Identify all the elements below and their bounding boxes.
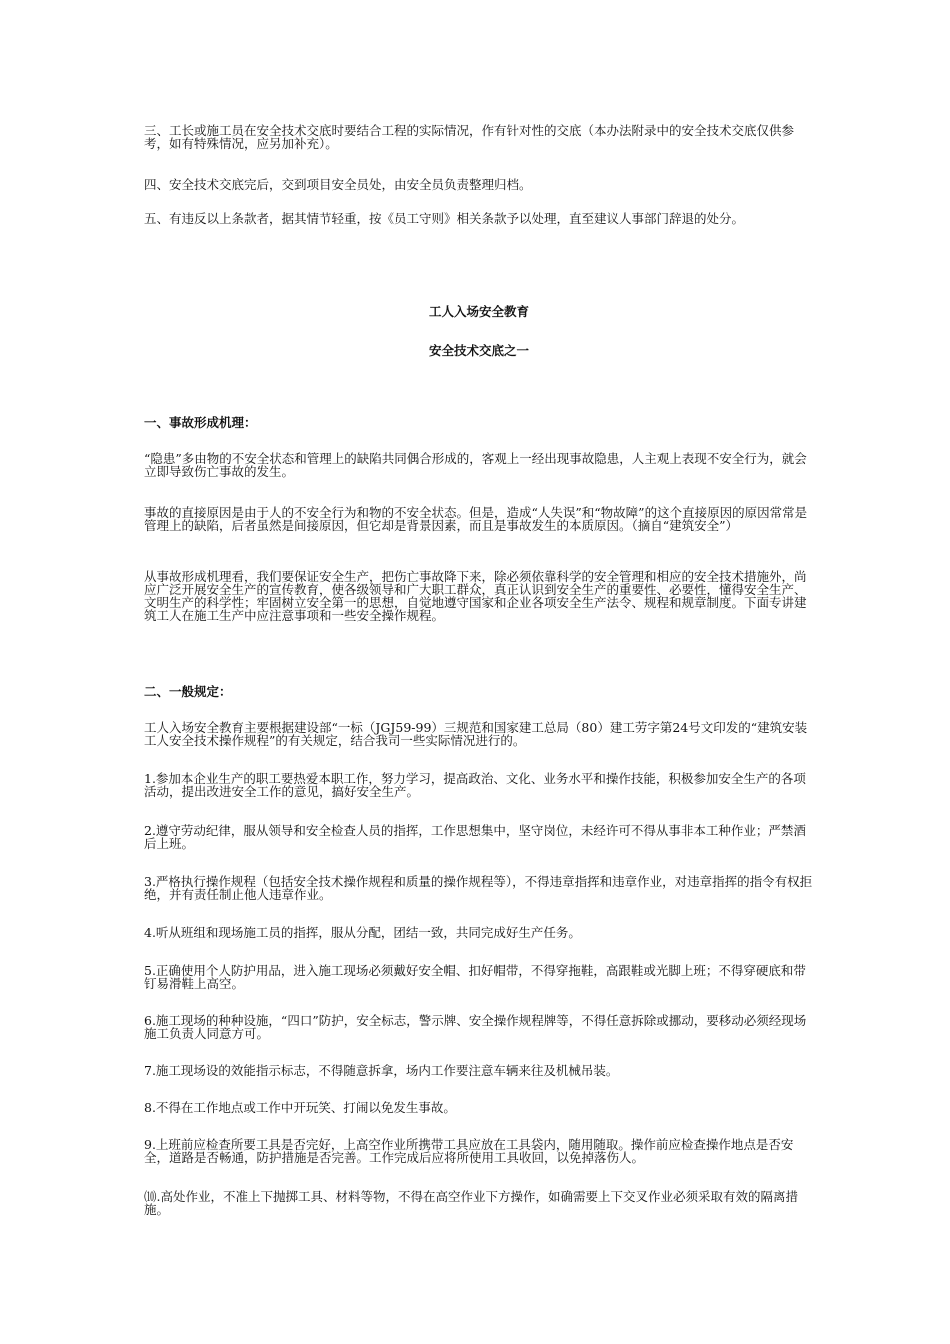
rule-item: 3.严格执行操作规程（包括安全技术操作规程和质量的操作规程等），不得违章指挥和违章作业，对违章指挥的指令有权拒绝，并有责任制止他人违章作业。 [144,874,813,902]
document-title: 工人入场安全教育 [428,304,529,319]
section2-intro: 工人入场安全教育主要根据建设部“一标（JGJ59-99）三规范和国家建工总局（80）建工劳字第24号文印发的“建筑安装工人安全技术操作规程”的有关规定，结合我司一些实际情况进行的。 [144,720,808,748]
section1-paragraph: “隐患”多由物的不安全状态和管理上的缺陷共同偶合形成的，客观上一经出现事故隐患，人主观上表现不安全行为，就会立即导致伤亡事故的发生。 [144,451,807,479]
section1-paragraph: 从事故形成机理看，我们要保证安全生产，把伤亡事故降下来，除必须依靠科学的安全管理和相应的安全技术措施外，尚应广泛开展安全生产的宣传教育，使各级领导和广大职工群众，真正认识到安全生产的重要性、必要性，懂得安全生产、文明生产的科学性；牢固树立安全第一的思想，自觉地遵守国家和企业各项安全生产法令、规程和规章制度。下面专讲建筑工人在施工生产中应注意事项和一些安全操作规程。 [144,569,807,623]
rule-item: 8.不得在工作地点或工作中开玩笑、打闹以免发生事故。 [144,1100,456,1115]
rule-item: 5.正确使用个人防护用品，进入施工现场必须戴好安全帽、扣好帽带，不得穿拖鞋，高跟鞋或光脚上班；不得穿硬底和带钉易滑鞋上高空。 [144,963,806,991]
rule-item: 6.施工现场的种种设施，“四口”防护，安全标志，警示牌、安全操作规程牌等，不得任意拆除或挪动，要移动必须经现场施工负责人同意方可。 [144,1013,807,1041]
section1-heading: 一、事故形成机理： [144,415,257,430]
document-subtitle: 安全技术交底之一 [428,343,529,358]
rule-item: 9.上班前应检查所要工具是否完好，上高空作业所携带工具应放在工具袋内，随用随取。操作前应检查操作地点是否安全，道路是否畅通，防护措施是否完善。工作完成后应将所使用工具收回，以免掉落伤人。 [144,1137,794,1165]
intro-paragraph-5: 五、有违反以上条款者，据其情节轻重，按《员工守则》相关条款予以处理，直至建议人事部门辞退的处分。 [144,211,745,226]
section1-paragraph: 事故的直接原因是由于人的不安全行为和物的不安全状态。但是，造成“人失误”和“物故障”的这个直接原因的原因常常是管理上的缺陷，后者虽然是间接原因，但它却是背景因素，而且是事故发生的本质原因。（摘自“建筑安全”） [144,505,808,533]
rule-item: ⑽.高处作业，不准上下抛掷工具、材料等物，不得在高空作业下方操作，如确需要上下交叉作业必须采取有效的隔离措施。 [144,1189,798,1217]
rule-item: 4.听从班组和现场施工员的指挥，服从分配，团结一致，共同完成好生产任务。 [144,925,581,940]
rule-item: 2.遵守劳动纪律，服从领导和安全检查人员的指挥，工作思想集中，坚守岗位，未经许可不得从事非本工种作业；严禁酒后上班。 [144,823,806,851]
intro-paragraph-3: 三、工长或施工员在安全技术交底时要结合工程的实际情况，作有针对性的交底（本办法附录中的安全技术交底仅供参考，如有特殊情况，应另加补充）。 [144,123,795,151]
section2-heading: 二、一般规定： [144,684,232,699]
rule-item: 7.施工现场设的效能指示标志，不得随意拆拿，场内工作要注意车辆来往及机械吊装。 [144,1063,619,1078]
rule-item: 1.参加本企业生产的职工要热爱本职工作，努力学习，提高政治、文化、业务水平和操作技能，积极参加安全生产的各项活动，提出改进安全工作的意见，搞好安全生产。 [144,771,806,799]
intro-paragraph-4: 四、安全技术交底完后，交到项目安全员处，由安全员负责整理归档。 [144,177,532,192]
